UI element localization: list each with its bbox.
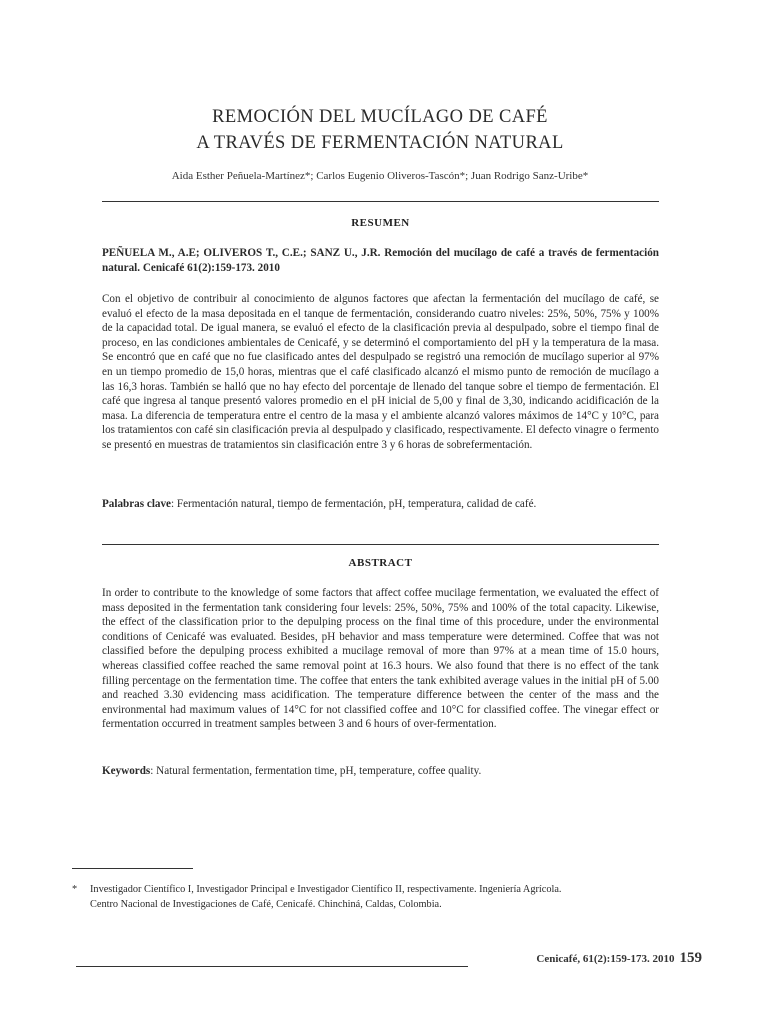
abstract-body: In order to contribute to the knowledge of some factors that affect coffee mucilage fermentation, we evaluated the effect of mass deposited in the fermentation tank considering four levels: 25%, 50%, 75% and 100% of the total capacity. Likewise, the effect of the classification prior to the depulping process on the final time of this procedure, under the environmental conditions of Cenicafé was evaluated. Besides, pH behavior and mass temperature were determined. Coffee that was not classified before the depulping process exhibited a mucilage removal of more than 97% at a mean time of 15.0 hours, whereas classified coffee reached the same removal point at 16.3 hours. We also found that there is no effect of the tank filling percentage on the fermentation time. The coffee that enters the tank exhibited average values in the initial pH of 5.00 and reached 3.30 evidencing mass acidification. The temperature difference between the center of the mass and the environmental had maximum values of 14°C for not classified coffee and 10°C for classified coffee. The vinegar effect or fermentation occurred in treatment samples between 3 and 6 hours of over-fermentation. xyxy=(102,587,659,731)
footnote-line-2: Centro Nacional de Investigaciones de Café, Cenicafé. Chinchiná, Caldas, Colombia. xyxy=(90,898,442,910)
resumen-citation: PEÑUELA M., A.E; OLIVEROS T., C.E.; SANZ U., J.R. Remoción del mucílago de café a través de fermentación natural. Cenicafé 61(2):159-173. 2010 xyxy=(102,247,659,274)
resumen-heading: RESUMEN xyxy=(351,217,410,229)
abstract-keywords xyxy=(102,764,659,779)
resumen-keywords-text: : Fermentación natural, tiempo de fermentación, pH, temperatura, calidad de café. xyxy=(171,498,537,510)
resumen-body: Con el objetivo de contribuir al conocimiento de algunos factores que afectan la fermentación del mucílago de café, se evaluó el efecto de la masa depositada en el tanque de fermentación, considerando cuatro niveles: 25%, 50%, 75% y 100% de la capacidad total. De igual manera, se evaluó el efecto de la clasificación previa al despulpado, sobre el tiempo final de proceso, en las condiciones ambientales de Cenicafé, y se determinó el comportamiento del pH y la temperatura de la masa. Se encontró que en café que no fue clasificado antes del despulpado se registró una remoción de mucílago superior al 97% en un tiempo promedio de 15,0 horas, mientras que el café clasificado alcanzó el mismo punto de remoción de mucílago a las 16,3 horas. También se halló que no hay efecto del porcentaje de llenado del tanque sobre el tiempo de fermentación. El café que ingresa al tanque presentó valores promedio en el pH inicial de 5,00 y final de 3,30, indicando acidificación de la masa. La diferencia de temperatura entre el centro de la masa y el ambiente alcanzó valores máximos de 14°C y 10°C, para los tratamientos con café sin clasificación previa al despulpado y clasificado, respectivamente. El defecto vinagre o fermento se presentó en muestras de tratamientos sin clasificación entre 3 y 6 horas de sobrefermentación. xyxy=(102,293,659,451)
abstract-keywords-label: Keywords xyxy=(102,765,151,777)
footnote-divider xyxy=(72,868,193,869)
footer-divider xyxy=(76,966,468,967)
article-title xyxy=(100,104,660,156)
page-number: 159 xyxy=(679,950,702,966)
abstract-heading: ABSTRACT xyxy=(348,557,413,569)
footnote-line-1: Investigador Científico I, Investigador Principal e Investigador Científico II, respectivamente. Ingeniería Agrícola. xyxy=(90,884,562,895)
running-footer xyxy=(536,950,702,967)
journal-citation: Cenicafé, 61(2):159-173. 2010 xyxy=(536,953,675,965)
divider-middle xyxy=(102,544,659,545)
author-list: Aida Esther Peñuela-Martínez*; Carlos Eugenio Oliveros-Tascón*; Juan Rodrigo Sanz-Uribe* xyxy=(171,170,589,182)
abstract-keywords-text: : Natural fermentation, fermentation time, pH, temperature, coffee quality. xyxy=(150,765,482,777)
divider-top xyxy=(102,201,659,202)
footnote-marker: * xyxy=(72,884,78,895)
footnote xyxy=(72,883,672,912)
title-line-1: REMOCIÓN DEL MUCÍLAGO DE CAFÉ xyxy=(212,107,548,127)
resumen-keywords xyxy=(102,497,659,512)
title-line-2: A TRAVÉS DE FERMENTACIÓN NATURAL xyxy=(196,133,564,153)
resumen-keywords-label: Palabras clave xyxy=(102,498,171,510)
